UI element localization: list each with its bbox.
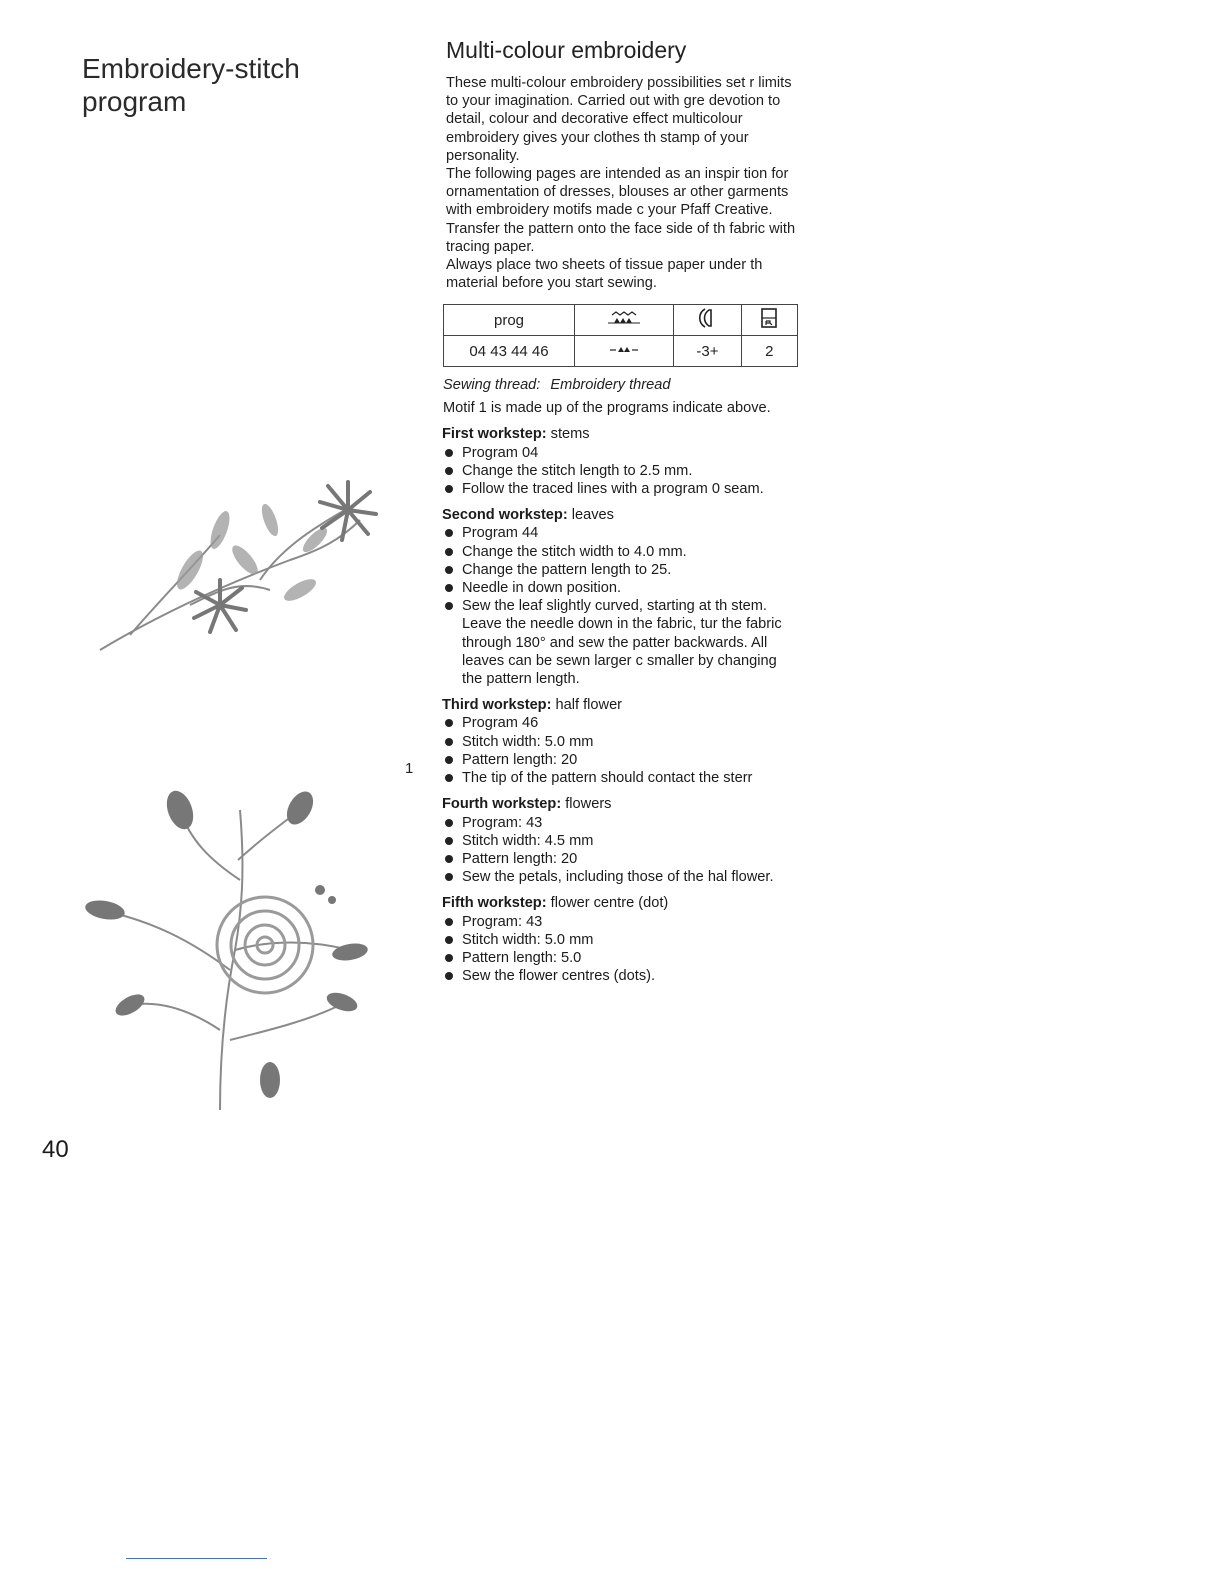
rose-embroidery-illustration: [70, 770, 400, 1120]
workstep-item: Needle in down position.: [442, 579, 800, 597]
workstep-item: Program 44: [442, 524, 800, 542]
workstep-item: Program 04: [442, 444, 800, 462]
workstep-description: leaves: [571, 507, 614, 524]
prog-header: prog: [444, 305, 575, 336]
presser-foot-icon: [741, 305, 797, 336]
workstep-item: Change the stitch width to 4.0 mm.: [442, 543, 800, 561]
workstep-item: Sew the flower centres (dots).: [442, 967, 800, 985]
motif-note: Motif 1 is made up of the programs indicate above.: [443, 400, 771, 417]
workstep: [442, 696, 800, 787]
intro-paragraph: The following pages are intended as an inspir tion for ornamentation of dresses, blouses ar other garments with embroidery motifs made c your Pfaff Creative.: [446, 166, 789, 219]
workstep-item: Sew the leaf slightly curved, starting at th stem. Leave the needle down in the fabric, tur the fabric through 180° and sew the patter backwards. All leaves can be sewn larger c smaller by changing the pattern length.: [442, 597, 800, 688]
workstep-item: Program: 43: [442, 814, 800, 832]
foot-value: 2: [741, 336, 797, 367]
workstep: [442, 894, 800, 985]
workstep-item: Program 46: [442, 714, 800, 732]
article-column: [438, 36, 800, 985]
workstep-label: First workstep:: [442, 426, 547, 443]
workstep-item: Program: 43: [442, 913, 800, 931]
workstep: [442, 506, 800, 688]
workstep-item: Sew the petals, including those of the hal flower.: [442, 868, 800, 886]
workstep: [442, 425, 800, 498]
workstep-item: Pattern length: 20: [442, 850, 800, 868]
stitch-pattern-icon: [575, 305, 674, 336]
workstep-description: half flower: [555, 697, 623, 714]
settings-table: [443, 304, 798, 367]
feed-symbol-icon: [575, 336, 674, 367]
workstep: [442, 795, 800, 886]
prog-values: 04 43 44 46: [444, 336, 575, 367]
intro-paragraph: These multi-colour embroidery possibilities set r limits to your imagination. Carried out with gre devotion to detail, colour and decorative effect multicolour embroidery gives your clothes th stamp of your personality.: [446, 75, 792, 164]
footer-rule: [126, 1558, 267, 1559]
workstep-label: Third workstep:: [442, 697, 552, 714]
workstep-description: flowers: [565, 796, 612, 813]
sewing-thread-value: Embroidery thread: [550, 377, 671, 394]
workstep-item: Stitch width: 4.5 mm: [442, 832, 800, 850]
workstep-item: Change the pattern length to 25.: [442, 561, 800, 579]
workstep-description: stems: [550, 426, 590, 443]
workstep-label: Second workstep:: [442, 507, 568, 524]
workstep-item: Follow the traced lines with a program 0 seam.: [442, 480, 800, 498]
daisy-embroidery-illustration: [70, 440, 400, 710]
article-title: Multi-colour embroidery: [446, 37, 687, 63]
workstep-item: Stitch width: 5.0 mm: [442, 931, 800, 949]
page-number: 40: [42, 1136, 69, 1163]
workstep-item: Change the stitch length to 2.5 mm.: [442, 462, 800, 480]
workstep-description: flower centre (dot): [550, 895, 669, 912]
workstep-item: Pattern length: 20: [442, 751, 800, 769]
tension-value: -3+: [674, 336, 741, 367]
intro-text: [438, 74, 800, 292]
thread-tension-icon: [674, 305, 741, 336]
workstep-item: Pattern length: 5.0: [442, 949, 800, 967]
workstep-item: The tip of the pattern should contact the sterr: [442, 769, 800, 787]
sewing-thread: [443, 377, 800, 393]
section-title: Embroidery-stitch program: [82, 53, 300, 117]
intro-paragraph: Transfer the pattern onto the face side of th fabric with tracing paper.: [446, 220, 796, 255]
intro-paragraph: Always place two sheets of tissue paper under th material before you start sewing.: [446, 257, 763, 292]
sewing-thread-label: Sewing thread:: [443, 377, 541, 394]
workstep-item: Stitch width: 5.0 mm: [442, 733, 800, 751]
workstep-label: Fifth workstep:: [442, 895, 547, 912]
motif-number: 1: [405, 760, 414, 777]
workstep-label: Fourth workstep:: [442, 796, 562, 813]
